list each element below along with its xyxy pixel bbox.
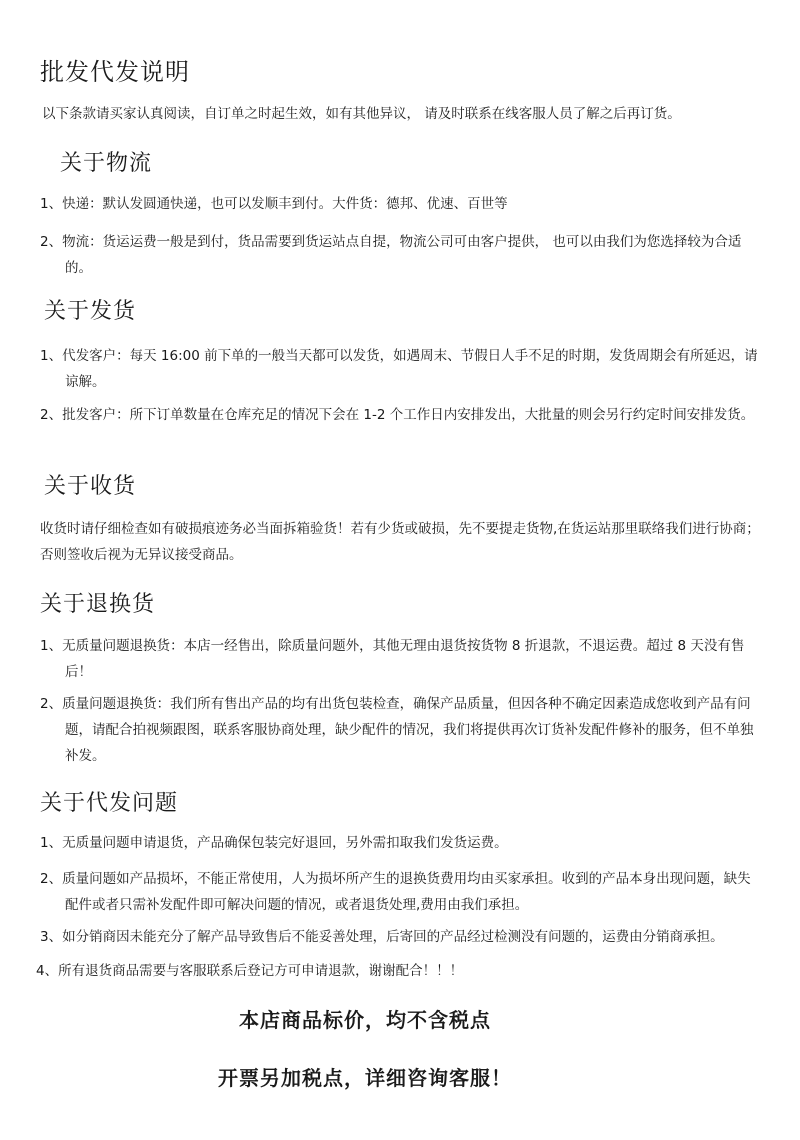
intro-text: 以下条款请买家认真阅读，自订单之时起生效，如有其他异议， 请及时联系在线客服人员了解之后再订货。	[42, 106, 681, 122]
item-text: 所有退货商品需要与客服联系后登记方可申请退款，谢谢配合！！！	[58, 963, 464, 979]
list-item	[40, 924, 770, 950]
list-item	[40, 830, 760, 856]
list-item	[36, 958, 756, 984]
list-item	[40, 633, 760, 685]
shipping-heading: 关于发货	[44, 299, 137, 324]
item-number: 2、	[40, 407, 63, 423]
item-number: 2、	[40, 234, 63, 250]
item-text: 快递：默认发圆通快递，也可以发顺丰到付。大件货：德邦、优速、百世等	[62, 196, 508, 212]
receiving-heading: 关于收货	[44, 474, 137, 499]
list-item	[40, 866, 760, 918]
tax-notice: 本店商品标价，均不含税点	[239, 1008, 491, 1032]
item-number: 1、	[40, 196, 63, 212]
list-item	[40, 402, 760, 428]
returns-heading: 关于退换货	[40, 592, 156, 617]
item-number: 2、	[40, 871, 63, 887]
item-text: 批发客户：所下订单数量在仓库充足的情况下会在 1-2 个工作日内安排发出，大批量的则会另行约定时间安排发货。	[62, 407, 755, 423]
item-number: 3、	[40, 929, 63, 945]
item-number: 1、	[40, 348, 63, 364]
item-text: 物流：货运运费一般是到付，货品需要到货运站点自提，物流公司可由客户提供， 也可以由我们为您选择较为合适的。	[62, 234, 742, 276]
list-item	[40, 691, 765, 769]
item-number: 1、	[40, 835, 63, 851]
item-text: 质量问题退换货：我们所有售出产品的均有出货包装检查，确保产品质量，但因各种不确定因素造成您收到产品有问题，请配合拍视频跟图，联系客服协商处理，缺少配件的情况，我们将提供再次订货补发配件修补的服务，但不单独补发。	[62, 696, 754, 764]
item-text: 如分销商因未能充分了解产品导致售后不能妥善处理，后寄回的产品经过检测没有问题的，运费由分销商承担。	[62, 929, 724, 945]
list-item	[40, 229, 752, 281]
list-item	[40, 343, 760, 395]
invoice-notice: 开票另加税点，详细咨询客服！	[218, 1066, 512, 1090]
item-number: 1、	[40, 638, 63, 654]
item-text: 无质量问题退换货：本店一经售出，除质量问题外，其他无理由退货按货物 8 折退款，不退运费。超过 8 天没有售后！	[62, 638, 745, 680]
item-text: 代发客户：每天 16:00 前下单的一般当天都可以发货，如遇周末、节假日人手不足的时期，发货周期会有所延迟，请谅解。	[62, 348, 758, 390]
item-number: 2、	[40, 696, 63, 712]
page-title: 批发代发说明	[40, 58, 190, 86]
receiving-text: 收货时请仔细检查如有破损痕迹务必当面拆箱验货！若有少货或破损，先不要提走货物,在货运站那里联络我们进行协商；否则签收后视为无异议接受商品。	[40, 521, 760, 563]
item-number: 4、	[36, 963, 59, 979]
item-text: 无质量问题申请退货，产品确保包装完好退回，另外需扣取我们发货运费。	[62, 835, 508, 851]
logistics-heading: 关于物流	[60, 151, 153, 176]
dropship-heading: 关于代发问题	[40, 791, 179, 816]
item-text: 质量问题如产品损坏，不能正常使用，人为损坏所产生的退换货费用均由买家承担。收到的产品本身出现问题，缺失配件或者只需补发配件即可解决问题的情况，或者退货处理,费用由我们承担。	[62, 871, 751, 913]
list-item	[40, 191, 760, 217]
